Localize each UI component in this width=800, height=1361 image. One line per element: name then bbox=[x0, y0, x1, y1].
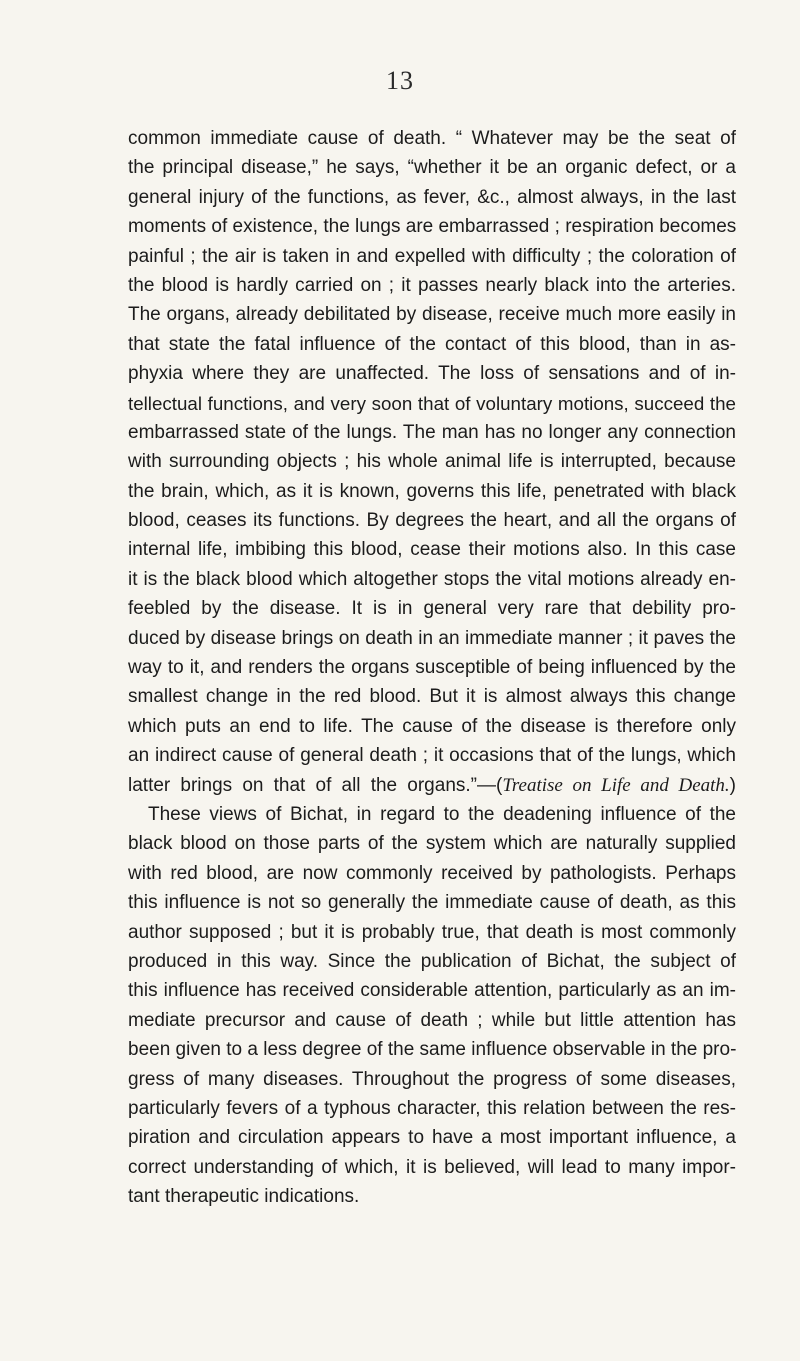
text-line: way to it, and renders the organs susceptible of being influenced by the bbox=[128, 657, 736, 679]
citation-title: Treatise on Life and Death. bbox=[502, 774, 730, 796]
citation-suffix: ) bbox=[729, 774, 736, 796]
text-line: These views of Bichat, in regard to the deadening influence of the bbox=[148, 803, 736, 825]
text-line-citation bbox=[128, 771, 736, 800]
text-line: with red blood, are now commonly received by pathologists. Perhaps bbox=[128, 862, 736, 884]
text-line: black blood on those parts of the system which are naturally supplied bbox=[128, 833, 736, 855]
text-line: moments of existence, the lungs are embarrassed ; respiration becomes bbox=[128, 216, 736, 238]
text-line: internal life, imbibing this blood, cease their motions also. In this case bbox=[128, 539, 736, 561]
text-line: which puts an end to life. The cause of the disease is therefore only bbox=[128, 715, 736, 737]
text-line: produced in this way. Since the publication of Bichat, the subject of bbox=[128, 950, 736, 972]
text-line: The organs, already debilitated by disease, receive much more easily in bbox=[128, 304, 736, 326]
text-line: the blood is hardly carried on ; it passes nearly black into the arteries. bbox=[128, 274, 736, 296]
text-line: an indirect cause of general death ; it occasions that of the lungs, which bbox=[128, 745, 736, 767]
text-line: mediate precursor and cause of death ; while but little attention has bbox=[128, 1009, 736, 1031]
text-line: it is the black blood which altogether stops the vital motions already en- bbox=[128, 568, 736, 590]
text-line: the brain, which, as it is known, governs this life, penetrated with black bbox=[128, 480, 736, 502]
text-line: common immediate cause of death. “ Whatever may be the seat of bbox=[128, 128, 736, 149]
text-line: with surrounding objects ; his whole animal life is interrupted, because bbox=[128, 451, 736, 473]
text-line: blood, ceases its functions. By degrees the heart, and all the organs of bbox=[128, 510, 736, 532]
text-line: this influence is not so generally the immediate cause of death, as this bbox=[128, 892, 736, 914]
text-line: author supposed ; but it is probably true, that death is most commonly bbox=[128, 921, 736, 943]
body-text bbox=[128, 124, 736, 1211]
text-line: tellectual functions, and very soon that of voluntary motions, succeed the bbox=[128, 392, 736, 414]
text-line: tant therapeutic indications. bbox=[128, 1186, 360, 1208]
text-line: correct understanding of which, it is believed, will lead to many impor- bbox=[128, 1156, 736, 1178]
text-line: feebled by the disease. It is in general very rare that debility pro- bbox=[128, 598, 736, 620]
text-line: phyxia where they are unaffected. The loss of sensations and of in- bbox=[128, 363, 736, 385]
text-line: the principal disease,” he says, “whether it be an organic defect, or a bbox=[128, 157, 736, 179]
text-line: general injury of the functions, as fever, &c., almost always, in the last bbox=[128, 186, 736, 208]
text-line: piration and circulation appears to have a most important influence, a bbox=[128, 1127, 736, 1149]
text-line: duced by disease brings on death in an immediate manner ; it paves the bbox=[128, 627, 736, 649]
citation-prefix: latter brings on that of all the organs.”—( bbox=[128, 774, 503, 796]
text-line: been given to a less degree of the same influence observable in the pro- bbox=[128, 1039, 736, 1061]
text-line: painful ; the air is taken in and expelled with difficulty ; the coloration of bbox=[128, 245, 736, 267]
text-line: that state the fatal influence of the contact of this blood, than in as- bbox=[128, 333, 736, 355]
text-line: gress of many diseases. Throughout the progress of some diseases, bbox=[128, 1068, 736, 1090]
text-line: particularly fevers of a typhous character, this relation between the res- bbox=[128, 1097, 736, 1119]
text-line: embarrassed state of the lungs. The man has no longer any connection bbox=[128, 421, 736, 443]
text-line: smallest change in the red blood. But it is almost always this change bbox=[128, 686, 736, 708]
text-line: this influence has received considerable attention, particularly as an im- bbox=[128, 980, 736, 1002]
page-number: 13 bbox=[386, 66, 414, 95]
